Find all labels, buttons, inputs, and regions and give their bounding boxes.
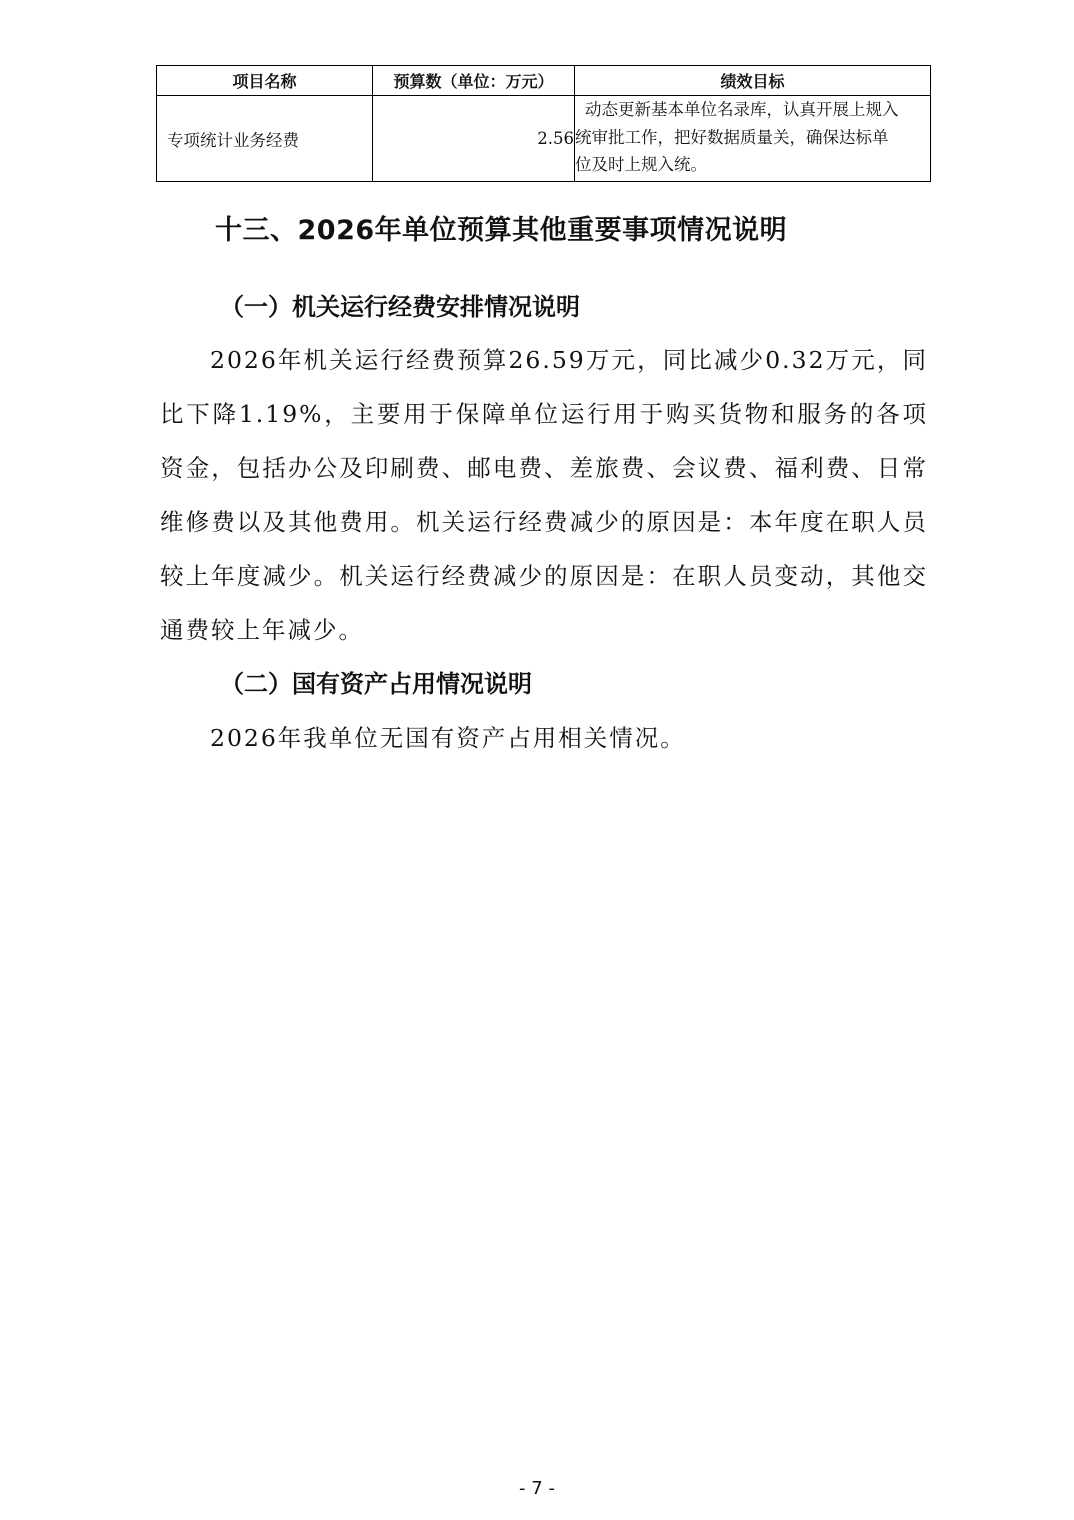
paragraph-state-assets: 2026年我单位无国有资产占用相关情况。 xyxy=(210,724,686,752)
subsection-heading-state-assets: （二）国有资产占用情况说明 xyxy=(220,670,532,698)
subsection-heading-operating-costs: （一）机关运行经费安排情况说明 xyxy=(220,293,580,321)
cell-performance-goal xyxy=(575,96,931,182)
cell-budget-amount: 2.56 xyxy=(373,96,575,182)
performance-goals-table xyxy=(156,65,931,182)
page-number: - 7 - xyxy=(519,1478,555,1499)
cell-project-name: 专项统计业务经费 xyxy=(157,96,373,182)
goal-line: 统审批工作，把好数据质量关，确保达标单 xyxy=(575,127,889,147)
table-row xyxy=(157,96,931,182)
header-performance-goal: 绩效目标 xyxy=(575,66,931,96)
header-project-name: 项目名称 xyxy=(157,66,373,96)
goal-line: 动态更新基本单位名录库，认真开展上规入 xyxy=(585,100,899,119)
header-budget-amount: 预算数（单位：万元） xyxy=(373,66,575,96)
goal-line: 位及时上规入统。 xyxy=(575,155,707,174)
section-heading: 十三、2026年单位预算其他重要事项情况说明 xyxy=(215,215,788,246)
paragraph-operating-costs: 2026年机关运行经费预算26.59万元，同比减少0.32万元，同比下降1.19%，主要用于保障单位运行用于购买货物和服务的各项资金，包括办公及印刷费、邮电费、差旅费、会议费、福利费、日常维修费以及其他费用。机关运行经费减少的原因是：本年度在职人员较上年度减少。机关运行经费减少的原因是：在职人员变动，其他交通费较上年减少。 xyxy=(160,346,928,644)
table-header-row xyxy=(157,66,931,96)
